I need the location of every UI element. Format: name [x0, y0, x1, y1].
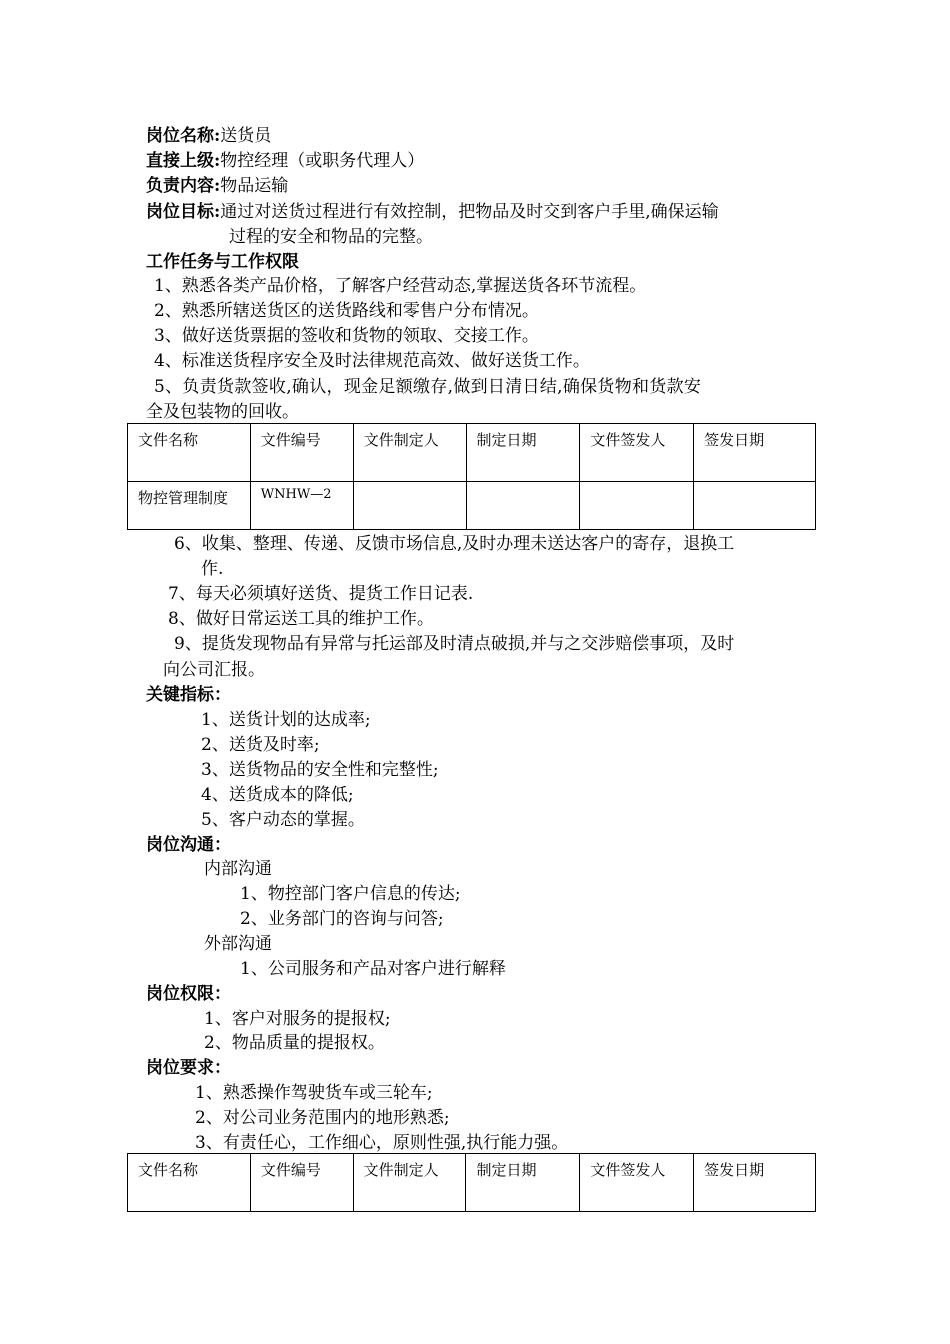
position-goal-cont: 过程的安全和物品的完整。 [229, 227, 433, 247]
table-header-row [128, 1154, 816, 1212]
comm-item: 1、公司服务和产品对客户进行解释 [240, 959, 506, 979]
authority-heading: 岗位权限： [146, 984, 231, 1004]
document-table [127, 1153, 816, 1212]
table-cell: WNHW—2 [250, 482, 353, 530]
task-item: 5、负责货款签收,确认，现金足额缴存,做到日清日结,确保货物和货款安 [154, 377, 702, 397]
table-header-cell: 文件签发人 [580, 424, 694, 482]
field-value: 物品运输 [220, 176, 289, 196]
table-header-cell: 文件制定人 [353, 424, 466, 482]
task-item-cont: 作. [201, 559, 224, 579]
table-cell [580, 482, 694, 530]
table-header-cell: 文件名称 [128, 424, 251, 482]
authority-item: 2、物品质量的提报权。 [204, 1033, 385, 1053]
kpi-item: 5、客户动态的掌握。 [201, 810, 365, 830]
position-goal [146, 200, 719, 224]
table-header-cell: 文件编号 [250, 424, 353, 482]
table-cell: 物控管理制度 [128, 482, 251, 530]
task-item-cont: 向公司汇报。 [163, 660, 265, 680]
requirement-item: 1、熟悉操作驾驶货车或三轮车; [195, 1083, 433, 1103]
direct-superior [146, 149, 424, 173]
task-item: 4、标准送货程序安全及时法律规范高效、做好送货工作。 [154, 351, 590, 371]
task-item-cont: 全及包装物的回收。 [146, 402, 299, 422]
table-row [128, 482, 816, 530]
comm-item: 1、物控部门客户信息的传达; [240, 884, 461, 904]
table-header-cell: 签发日期 [694, 424, 816, 482]
table-cell [694, 482, 816, 530]
table-header-cell: 制定日期 [466, 424, 580, 482]
field-label: 负责内容: [146, 176, 221, 196]
internal-comm-heading: 内部沟通 [204, 859, 272, 879]
table-header-cell: 文件名称 [128, 1154, 251, 1212]
field-value: 物控经理（或职务代理人） [220, 151, 425, 171]
field-value: 通过对送货过程进行有效控制，把物品及时交到客户手里,确保运输 [220, 202, 719, 222]
task-item: 3、做好送货票据的签收和货物的领取、交接工作。 [154, 326, 539, 346]
comm-heading: 岗位沟通： [146, 835, 231, 855]
position-name [146, 124, 271, 148]
kpi-heading: 关键指标： [146, 685, 231, 705]
authority-item: 1、客户对服务的提报权; [204, 1009, 391, 1029]
kpi-item: 1、送货计划的达成率; [201, 710, 371, 730]
kpi-item: 2、送货及时率; [201, 735, 320, 755]
field-value: 送货员 [220, 126, 272, 146]
table-header-cell: 文件制定人 [353, 1154, 466, 1212]
tasks-heading: 工作任务与工作权限 [146, 252, 299, 272]
external-comm-heading: 外部沟通 [204, 934, 272, 954]
field-label: 岗位目标: [146, 202, 221, 222]
table-header-cell: 文件编号 [250, 1154, 353, 1212]
requirements-heading: 岗位要求： [146, 1058, 231, 1078]
table-cell [353, 482, 466, 530]
field-label: 岗位名称: [146, 126, 221, 146]
task-item: 7、每天必须填好送货、提货工作日记表. [168, 584, 474, 604]
responsibility [146, 174, 288, 198]
task-item: 6、收集、整理、传递、反馈市场信息,及时办理未送达客户的寄存，退换工 [174, 534, 735, 554]
comm-item: 2、业务部门的咨询与问答; [240, 909, 444, 929]
task-item: 2、熟悉所辖送货区的送货路线和零售户分布情况。 [154, 301, 539, 321]
document-table [127, 423, 816, 530]
task-item: 9、提货发现物品有异常与托运部及时清点破损,并与之交涉赔偿事项，及时 [174, 634, 735, 654]
kpi-item: 4、送货成本的降低; [201, 785, 354, 805]
kpi-item: 3、送货物品的安全性和完整性; [201, 760, 439, 780]
task-item: 1、熟悉各类产品价格，了解客户经营动态,掌握送货各环节流程。 [154, 276, 647, 296]
table-header-cell: 文件签发人 [580, 1154, 694, 1212]
field-label: 直接上级: [146, 151, 221, 171]
table-header-cell: 签发日期 [694, 1154, 816, 1212]
table-header-cell: 制定日期 [466, 1154, 580, 1212]
task-item: 8、做好日常运送工具的维护工作。 [168, 609, 434, 629]
table-cell [466, 482, 580, 530]
table-header-row [128, 424, 816, 482]
requirement-item: 2、对公司业务范围内的地形熟悉; [195, 1108, 450, 1128]
requirement-item: 3、有责任心，工作细心，原则性强,执行能力强。 [195, 1133, 569, 1153]
